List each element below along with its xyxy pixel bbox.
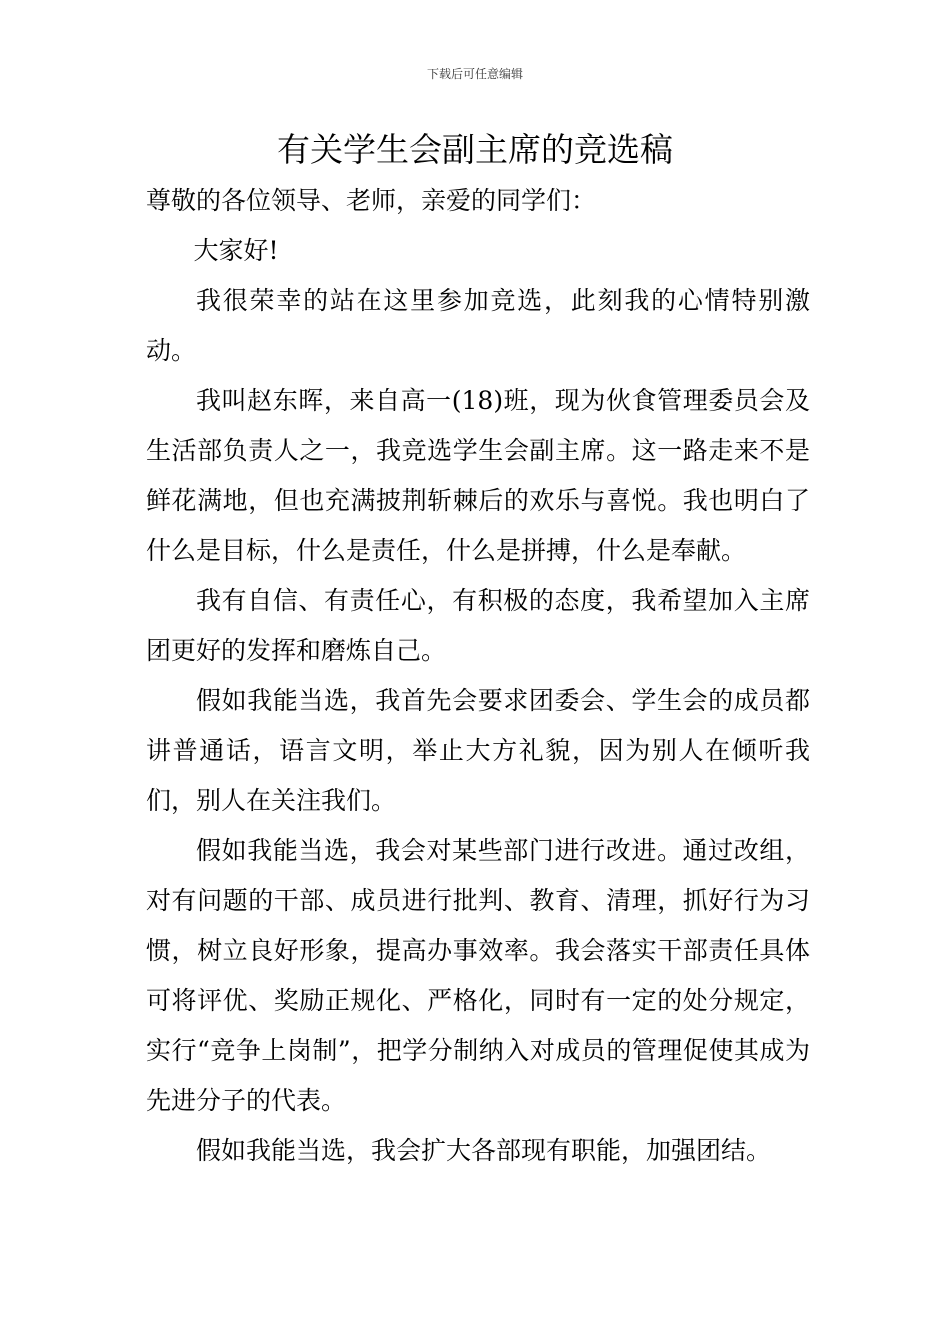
paragraph: 假如我能当选，我会对某些部门进行改进。通过改组，对有问题的干部、成员进行批判、教育、清理，抓好行为习惯，树立良好形象，提高办事效率。我会落实干部责任具体可将评优、奖励正规化、严格化，同时有一定的处分规定，实行“竞争上岗制”，把学分制纳入对成员的管理促使其成为先进分子的代表。	[146, 836, 810, 1115]
header-note: 下载后可任意编辑	[426, 67, 523, 81]
paragraph: 假如我能当选，我首先会要求团委会、学生会的成员都讲普通话，语言文明，举止大方礼貌，因为别人在倾听我们，别人在关注我们。	[146, 686, 810, 815]
paragraph-greeting: 大家好!	[193, 236, 279, 265]
salutation: 尊敬的各位领导、老师，亲爱的同学们：	[146, 186, 597, 215]
paragraph: 我有自信、有责任心，有积极的态度，我希望加入主席团更好的发挥和磨炼自己。	[146, 586, 810, 665]
paragraph: 我很荣幸的站在这里参加竞选，此刻我的心情特别激动。	[146, 286, 810, 365]
document-title: 有关学生会副主席的竞选稿	[277, 130, 673, 169]
document-body	[146, 176, 810, 1176]
paragraph: 假如我能当选，我会扩大各部现有职能，加强团结。	[196, 1136, 772, 1165]
paragraph: 我叫赵东晖，来自高一(18)班，现为伙食管理委员会及生活部负责人之一，我竞选学生会副主席。这一路走来不是鲜花满地，但也充满披荆斩棘后的欢乐与喜悦。我也明白了什么是目标，什么是责任，什么是拼搏，什么是奉献。	[146, 386, 810, 565]
